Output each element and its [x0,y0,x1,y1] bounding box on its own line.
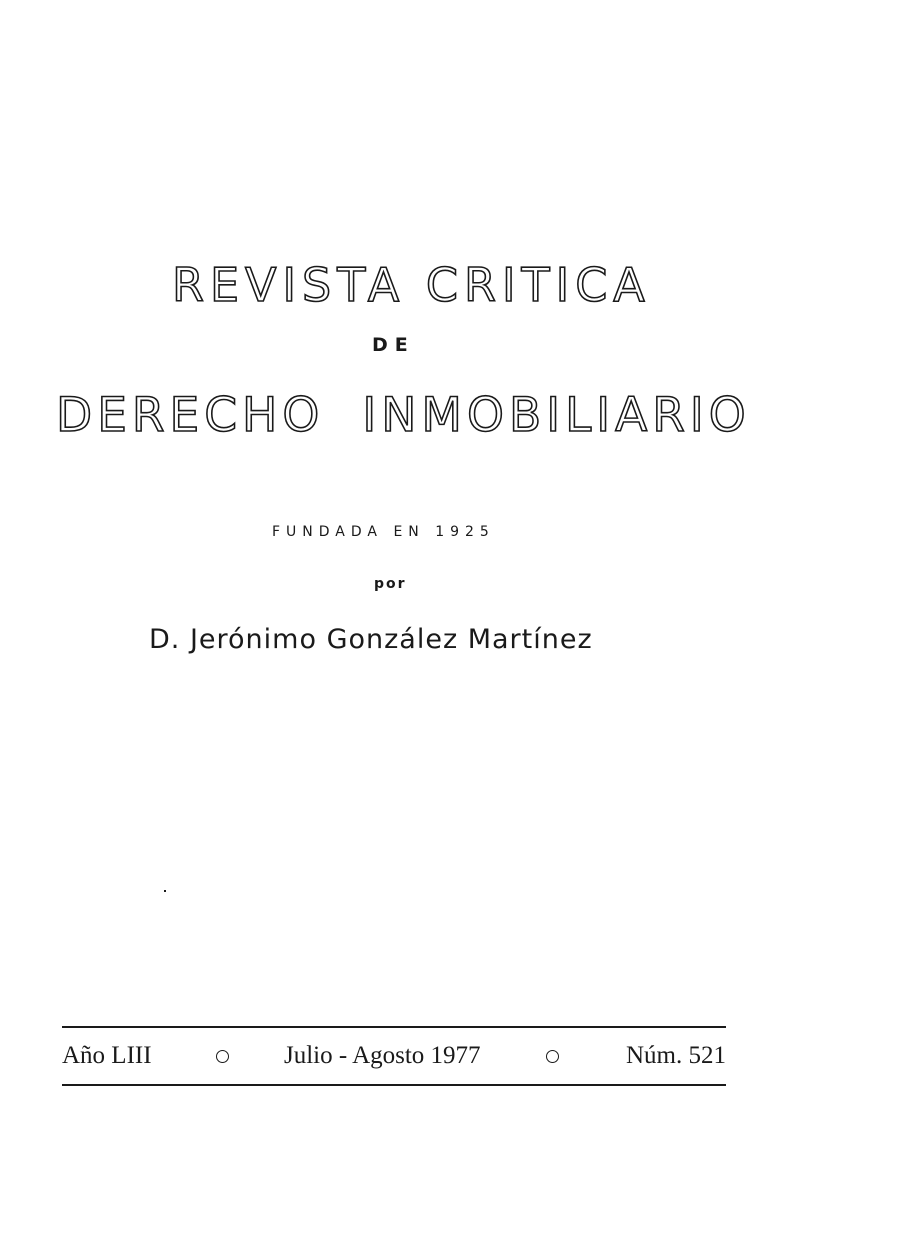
founded-year-line: FUNDADA EN 1925 [272,524,495,540]
circle-separator-icon [216,1042,229,1070]
journal-title-word-inmobiliario: INMOBILIARIO [362,388,751,443]
journal-title-line-3 [56,388,751,443]
circle-separator-icon [546,1042,559,1070]
issue-year: Año LIII [62,1042,152,1069]
issue-period: Julio - Agosto 1977 [284,1042,481,1069]
journal-title-line-2: DE [372,334,415,356]
journal-title-line-1: REVISTA CRITICA [172,258,651,312]
founder-name: D. Jerónimo González Martínez [149,624,593,655]
by-label: por [374,576,407,592]
journal-title-word-derecho: DERECHO [56,388,325,443]
print-speck [164,890,166,892]
issue-number: Núm. 521 [626,1042,726,1069]
issue-info-bar [62,1026,726,1086]
